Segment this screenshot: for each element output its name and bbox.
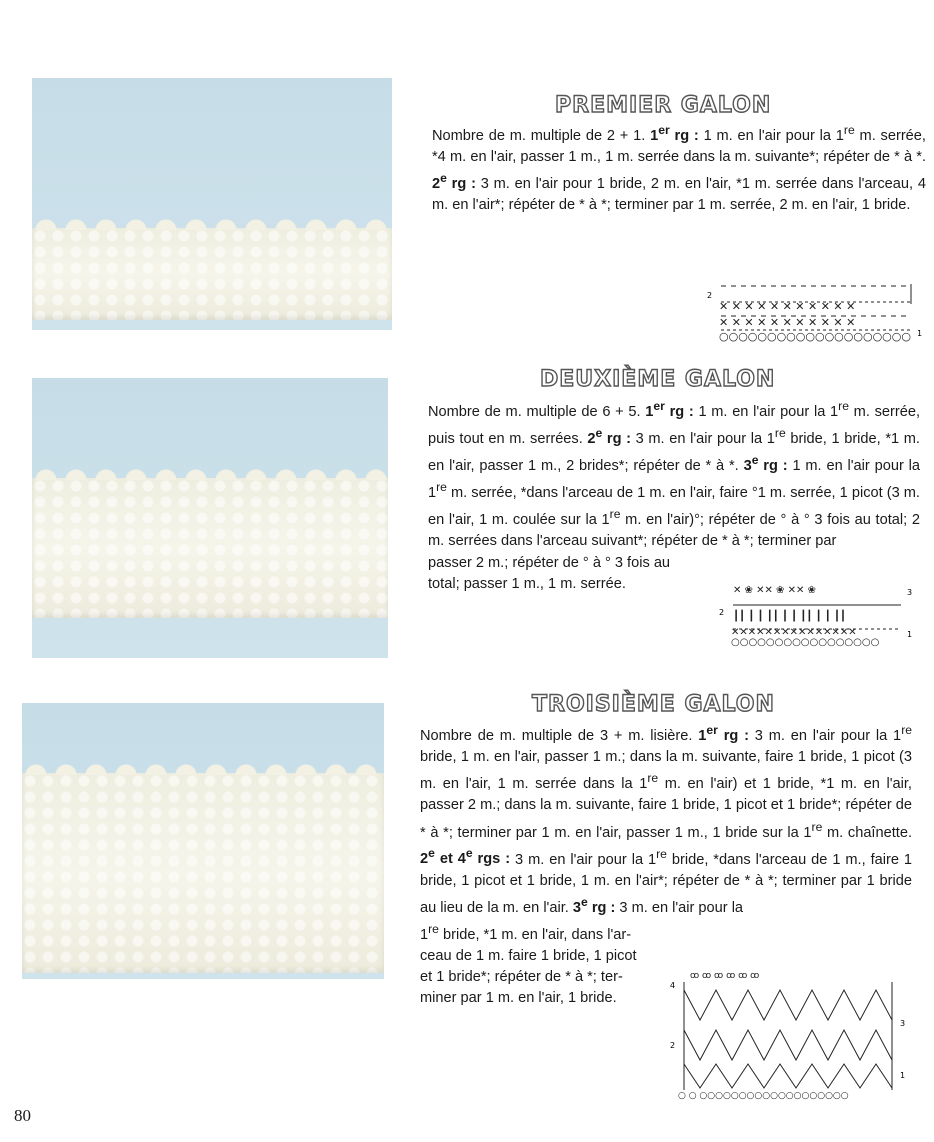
diagram-row-label: 3 <box>900 1019 906 1028</box>
section-text-1: Nombre de m. multiple de 2 + 1. 1er rg : 1 m. en l'air pour la 1re m. serrée, *4 m. en l'air, passer 1 m., 1 m. serrée dans la m. suivante*; répéter de * à *. 2e rg : 3 m. en l'air pour 1 bride, 2 m. en l'air, *1 m. serrée dans l'arceau, 4 m. en l'air*; répéter de * à *; terminer par 1 m. serrée, 2 m. en l'air, 1 bride. <box>432 123 926 214</box>
section-title-2: DEUXIÈME GALON <box>540 367 776 392</box>
svg-text:┃┃ ┃ ┃ ┃┃ ┃ ┃ ┃┃ ┃ ┃ ┃┃: ┃┃ ┃ ┃ ┃┃ ┃ ┃ ┃┃ ┃ ┃ ┃┃ <box>733 611 846 622</box>
diagram-row-label: 3 <box>907 588 913 597</box>
photo-premier-galon <box>32 78 392 330</box>
svg-text:✕ ✕ ✕ ✕ ✕ ✕ ✕ ✕ ✕ ✕ ✕: ✕ ✕ ✕ ✕ ✕ ✕ ✕ ✕ ✕ ✕ ✕ <box>719 300 856 313</box>
page-number: 80 <box>14 1106 31 1125</box>
stitch-diagram-3 <box>670 960 910 1100</box>
diagram-row-label: 2 <box>707 291 713 300</box>
photo-troisieme-galon <box>22 703 384 979</box>
section-text-2: Nombre de m. multiple de 6 + 5. 1er rg : 1 m. en l'air pour la 1re m. serrée, puis tout en m. serrées. 2e rg : 3 m. en l'air pour la 1re bride, 1 bride, *1 m. en l'air, passer 1 m., 2 brides*; répéter de * à *. 3e rg : 1 m. en l'air pour la 1re m. serrée, *dans l'arceau de 1 m. en l'air, faire °1 m. serrée, 1 picot (3 m. en l'air, 1 m. coulée sur la 1re m. en l'air)°; répéter de ° à ° 3 fois au total; 2 m. serrées dans l'arceau suivant*; répéter de * à *; terminer par passer 2 m.; répéter de ° à ° 3 fois au total; passer 1 m., 1 m. serrée. <box>428 399 921 592</box>
photo-deuxieme-galon <box>32 378 388 658</box>
svg-text:✕ ❀ ✕✕ ❀ ✕✕ ❀: ✕ ❀ ✕✕ ❀ ✕✕ ❀ <box>733 585 816 596</box>
diagram-row-label: 1 <box>917 329 923 338</box>
svg-text:✕✕✕✕✕✕✕✕✕✕✕✕✕✕✕: ✕✕✕✕✕✕✕✕✕✕✕✕✕✕✕ <box>731 627 857 638</box>
diagram-row-label: 2 <box>719 608 725 617</box>
svg-text:✕ ✕ ✕ ✕ ✕ ✕ ✕ ✕ ✕ ✕ ✕: ✕ ✕ ✕ ✕ ✕ ✕ ✕ ✕ ✕ ✕ ✕ <box>719 316 856 329</box>
diagram-row-label: 2 <box>670 1041 676 1050</box>
svg-text:○○○○○○○○○○○○○○○○○: ○○○○○○○○○○○○○○○○○ <box>731 637 880 648</box>
stitch-diagram-2 <box>715 577 915 649</box>
section-text-3: Nombre de m. multiple de 3 + m. lisière. 1er rg : 3 m. en l'air pour la 1re bride, 1 m. en l'air, passer 1 m.; dans la m. suivante, faire 1 bride, 1 picot (3 m. en l'air, 1 m. serrée dans la 1re m. en l'air) et 1 bride, *1 m. en l'air, passer 2 m.; dans la m. suivante, faire 1 bride, 1 picot et 1 bride*; répéter de * à *; terminer par 1 m. en l'air, passer 1 m., 1 bride sur la 1re m. chaînette. 2e et 4e rgs : 3 m. en l'air pour la 1re bride, *dans l'arceau de 1 m., faire 1 bride, 1 picot et 1 bride, 1 m. en l'air*; répéter de * à *; terminer par 1 bride au lieu de la m. en l'air. 3e rg : 3 m. en l'air pour la 1re bride, *1 m. en l'air, dans l'ar- ceau de 1 m. faire 1 bride, 1 picot et 1 bride*; répéter de * à *; ter- miner par 1 m. en l'air, 1 bride. <box>420 723 913 1007</box>
diagram-row-label: 1 <box>907 630 913 639</box>
svg-text:ꝏ ꝏ ꝏ ꝏ ꝏ: ꝏ ꝏ ꝏ ꝏ ꝏ ꝏ <box>690 971 760 981</box>
section-title-3: TROISIÈME GALON <box>532 692 775 717</box>
diagram-row-label: 4 <box>670 981 676 990</box>
svg-text:○ ○ ○○○○○○○○○○○○○○○○○○○: ○ ○ ○○○○○○○○○○○○○○○○○○○ <box>678 1091 849 1100</box>
stitch-diagram-1 <box>705 280 925 344</box>
diagram-row-label: 1 <box>900 1071 906 1080</box>
svg-text:○○○○○○○○○○○○○○○○○○○○: ○○○○○○○○○○○○○○○○○○○○ <box>719 330 911 343</box>
section-title-1: PREMIER GALON <box>555 93 772 118</box>
